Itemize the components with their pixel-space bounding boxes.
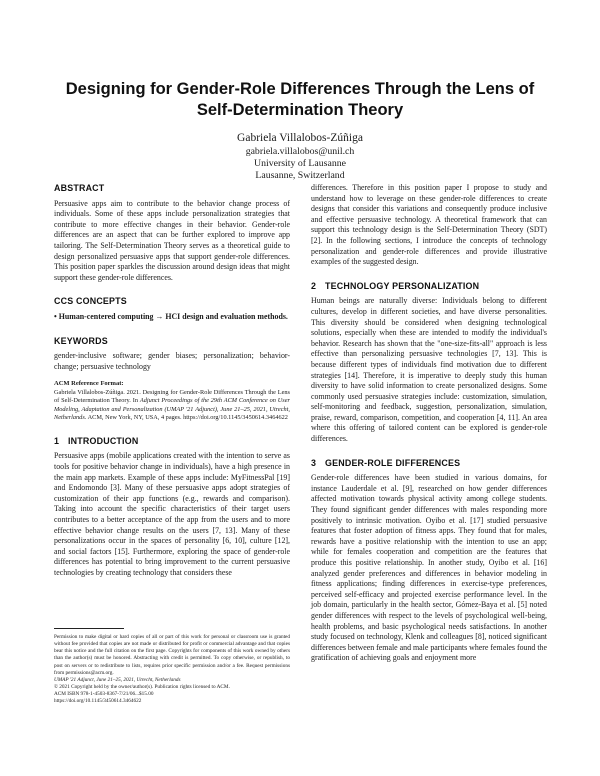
ccs-item: • Human-centered computing → HCI design and evaluation methods. — [54, 311, 288, 321]
introduction-heading — [54, 436, 290, 447]
acm-reference-venue: Adjunct Proceedings of the 29th ACM Conference on User Modeling, Adaptation and Personalization (UMAP '21 Adjunct), June 21–25, 2021, Utrecht, Netherlands. — [54, 397, 291, 422]
title-line-2: Self-Determination Theory — [196, 101, 404, 119]
section-gender-role-differences — [311, 458, 547, 664]
author-location: Lausanne, Switzerland — [255, 170, 345, 182]
section-number: 1 — [54, 435, 60, 446]
left-column — [54, 183, 290, 592]
abstract-heading: ABSTRACT — [54, 183, 105, 193]
introduction-text: Persuasive apps (mobile applications created with the intention to serve as tools for positive behavior change in individuals), have a high presence in the main app markets. Example of these apps include: MyFitnessPal [19] and Endomondo [3]. Many of these persuasive apps adopt strategies of customization of their app functions (e.g., rewards and comparison). Taking into account the specific characteristics of their target users contributes to a better acceptance of the app from the users and to more effective behavior change results on the users [7, 13]. Many of these personalizations occur in the spaces of personality [6, 10], culture [12], and social factors [15]. Furthermore, exploring the space of gender-role differences has potential to bring improvement to the current persuasive technologies by creating technology that considers these — [54, 451, 290, 577]
introduction-section — [54, 436, 290, 579]
footnote-isbn: ACM ISBN 978-1-4503-8367-7/21/06...$15.00 — [54, 691, 154, 698]
paper-title — [60, 79, 540, 121]
right-column — [311, 183, 547, 677]
permission-text: Permission to make digital or hard copies of all or part of this work for personal or classroom use is granted without fee provided that copies are not made or distributed for profit or commercial advantage and that copies bear this notice and the full citation on the first page. Copyrights for components of this work owned by others than the author(s) must be honored. Abstracting with credit is permitted. To copy otherwise, or republish, to post on servers or to redistribute to lists, requires prior specific permission and/or a fee. Request permissions from permissions@acm.org. — [54, 634, 290, 676]
section3-text: Gender-role differences have been studied in various domains, for instance Lauderdale et al. [9], researched on how gender differences affected motivation towards physical activity among college students. They found significant gender differences with males responding more positively to intrinsic motivation. Oyibo et al. [17] studied persuasive features that foster adoption of fitness apps. They found that for males, rewards have a positive relationship with the intention to use an app; while for females cooperation and competition are the features that produce this positive relationship. In another study, Oyibo et al. [16] analyzed gender preferences and differences in behavior modeling in fitness applications; finding differences in exercise-type preferences, perceived self-efficacy and projected exercise performance level. In the job domain, particularly in the health sector, Gómez-Baya et al. [5] noted gender differences with respect to the levels of psychological well-being, health problems, and basic psychological needs satisfactions. In another study focused on technology, Klenk and colleagues [8], noticed significant differences between female and male participants where females found the gratification of achieving goals and enjoyment more — [311, 473, 547, 663]
title-line-1: Designing for Gender-Role Differences Through the Lens of — [65, 80, 535, 98]
acm-reference-label: ACM Reference Format: — [54, 380, 124, 388]
keywords-section — [54, 336, 290, 373]
section-technology-personalization — [311, 281, 547, 445]
ccs-heading: CCS CONCEPTS — [54, 296, 127, 307]
acm-reference — [54, 380, 290, 423]
section3-title: GENDER-ROLE DIFFERENCES — [325, 457, 461, 468]
section-number: 2 — [311, 280, 317, 291]
intro-continued-text: differences. Therefore in this position paper I propose to study and understand how to leverage on these gender-role differences to create designs that consider this variations and consequently produce inclusive and effective persuasive technology. A theoretical framework that can support this technology design is the Self-Determination Theory (SDT) [2]. In the following sections, I introduce the concepts of technology personalization and gender-role differences and provide illustrative examples of the suggested design. — [311, 183, 547, 267]
author-name: Gabriela Villalobos-Zúñiga — [237, 132, 363, 144]
permission-footnote — [54, 634, 290, 706]
section-number: 3 — [311, 457, 317, 468]
ccs-section — [54, 296, 290, 322]
keywords-text: gender-inclusive software; gender biases; personalization; behavior-change; persuasive technology — [54, 351, 290, 371]
acm-reference-part1: Gabriela Villalobos-Zúñiga. 2021. Designing for Gender-Role Differences Through the Lens of Self-Determination Theory. In — [54, 388, 290, 405]
intro-continued — [311, 183, 547, 268]
keywords-heading: KEYWORDS — [54, 335, 108, 346]
author-email[interactable]: gabriela.villalobos@unil.ch — [245, 146, 355, 157]
acm-reference-part2: ACM, New York, NY, USA, 4 pages. https://doi.org/10.1145/3450614.3464622 — [86, 414, 288, 422]
footnote-divider — [54, 628, 124, 629]
section2-text: Human beings are naturally diverse: Individuals belong to different cultures, develop in different societies, and have diverse personalities. This diversity should be considered when designing technological solutions, especially when these are intended to modify the individual's behavior. Research has shown that the "one-size-fits-all" approach is less effective than personalizing persuasive technologies [7, 13]. This is because different types of individuals find motivation due to different strategies [14]. Therefore, it is imperative to deeply study this human diversity to have solid information to create personalized designs. Some commonly used persuasive strategies include: customization, simulation, self-monitoring and feedback, suggestion, personalization, simulation, praise, reward, comparison, competition, and cooperation [4, 11]. An area where this offering of tailored content can be explored is gender-role differences. — [311, 296, 547, 444]
section3-heading — [311, 458, 547, 469]
introduction-title: INTRODUCTION — [68, 435, 139, 446]
section2-heading — [311, 281, 547, 292]
footnote-doi[interactable]: https://doi.org/10.1145/3450614.3464622 — [54, 698, 142, 705]
author-affiliation: University of Lausanne — [254, 158, 346, 170]
author-block — [150, 131, 450, 183]
abstract-text: Persuasive apps aim to contribute to the behavior change process of individuals. Some of these apps include personalization strategies that contribute to more effective changes in their behavior. Gender-role differences are an aspect that can be further explored to improve app tailoring. The Self-Determination Theory serves as a theoretical guide to design personalized persuasive apps that support gender-role differences. This position paper sparkles the discussion around design ideas that might support these gender-role differences. — [54, 198, 290, 282]
footnote-copyright: © 2021 Copyright held by the owner/author(s). Publication rights licensed to ACM. — [54, 684, 230, 691]
section2-title: TECHNOLOGY PERSONALIZATION — [325, 280, 480, 291]
footnote-venue: UMAP '21 Adjunct, June 21–25, 2021, Utrecht, Netherlands — [54, 676, 181, 683]
abstract-section — [54, 183, 290, 283]
